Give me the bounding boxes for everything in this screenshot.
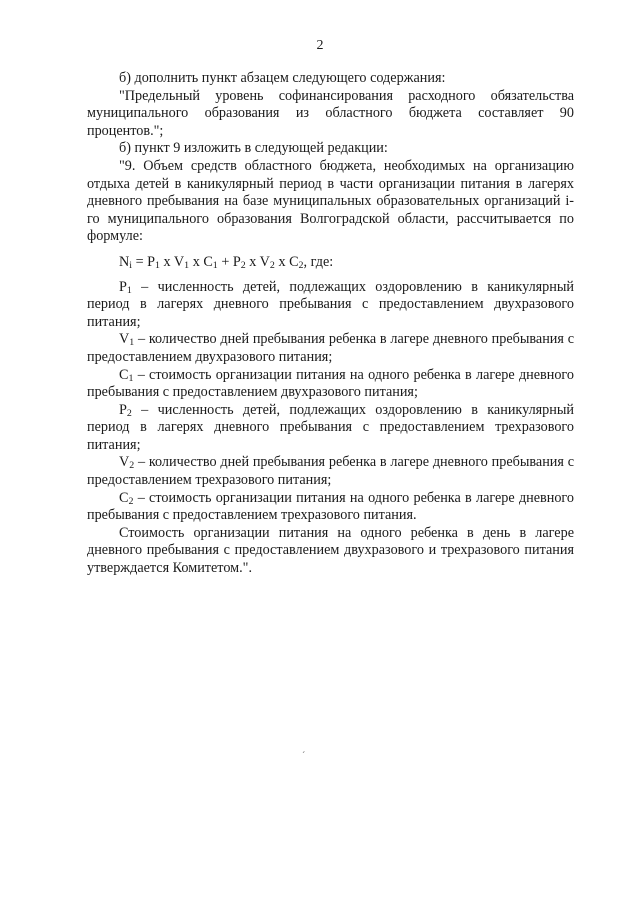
- page-number: 2: [316, 38, 324, 53]
- formula-n-sub: i: [129, 259, 133, 271]
- formula-p1: = P: [132, 253, 156, 270]
- formula-v2-sub: 2: [269, 259, 275, 271]
- definition-c1: [87, 367, 574, 402]
- paragraph-amendment-b: б) дополнить пункт абзацем следующего содержания:: [119, 70, 446, 86]
- definition-symbol: C: [119, 366, 129, 383]
- formula-tail: , где:: [303, 253, 334, 270]
- definition-p1: [87, 279, 574, 332]
- paragraph-cofinancing-limit: "Предельный уровень софинансирования расходного обязательства муниципального образования из областного бюджета составляет 90 процентов.";: [87, 87, 574, 139]
- definition-c2: [87, 490, 574, 525]
- stray-mark: ´: [302, 751, 306, 762]
- paragraph-item-9-text: "9. Объем средств областного бюджета, необходимых на организацию отдыха детей в каникулярный период в части организации питания в лагерях дневного пребывания на базе муниципальных образовательных организаций i-го муниципального образования Волгоградской области, рассчитывается по формуле:: [87, 157, 574, 245]
- formula-p1-sub: 1: [155, 259, 160, 271]
- definition-symbol: P: [119, 401, 127, 418]
- formula-p2: + P: [217, 253, 241, 270]
- definition-text: – количество дней пребывания ребенка в лагере дневного пребывания с предоставлением трехразового питания;: [87, 454, 574, 489]
- definition-subscript: 1: [129, 337, 135, 349]
- formula-v1-sub: 1: [184, 259, 190, 271]
- definition-text: – стоимость организации питания на одного ребенка в лагере дневного пребывания с предоставлением двухразового питания;: [87, 366, 574, 401]
- definition-text: – стоимость организации питания на одного ребенка в лагере дневного пребывания с предоставлением трехразового питания.: [87, 489, 574, 524]
- definition-subscript: 2: [129, 460, 135, 472]
- paragraph-closing: Стоимость организации питания на одного ребенка в день в лагере дневного пребывания с предоставлением двухразового и трехразового питания утверждается Комитетом.".: [87, 524, 574, 577]
- formula-c1-sub: 1: [212, 259, 218, 271]
- formula-v1: x V: [159, 253, 185, 270]
- paragraph-item-9: б) пункт 9 изложить в следующей редакции:: [119, 140, 388, 157]
- definition-symbol: V: [119, 331, 130, 348]
- definition-subscript: 1: [128, 372, 134, 384]
- definition-subscript: 2: [128, 495, 134, 507]
- document-body: [87, 70, 574, 578]
- definition-subscript: 2: [126, 407, 132, 419]
- definition-v2: [87, 454, 574, 489]
- formula-p2-sub: 2: [240, 259, 246, 271]
- definition-symbol: V: [119, 454, 130, 471]
- formula-c1: x C: [189, 253, 213, 270]
- definition-p2: [87, 402, 574, 455]
- definition-text: – численность детей, подлежащих оздоровлению в каникулярный период в лагерях дневного пребывания с предоставлением двухразового питания;: [87, 278, 574, 330]
- formula-c2-sub: 2: [298, 259, 304, 271]
- formula-c2: x C: [274, 253, 299, 270]
- definition-text: – численность детей, подлежащих оздоровлению в каникулярный период в лагерях дневного пребывания с предоставлением трехразового питания;: [87, 401, 574, 453]
- definition-subscript: 1: [126, 284, 132, 296]
- definition-symbol: C: [119, 489, 129, 506]
- definition-text: – количество дней пребывания ребенка в лагере дневного пребывания с предоставлением двухразового питания;: [87, 331, 574, 365]
- formula-n: N: [119, 253, 130, 270]
- definition-symbol: P: [119, 278, 127, 295]
- definition-v1: [87, 331, 574, 366]
- formula-v2: x V: [245, 253, 270, 270]
- formula: [87, 254, 574, 272]
